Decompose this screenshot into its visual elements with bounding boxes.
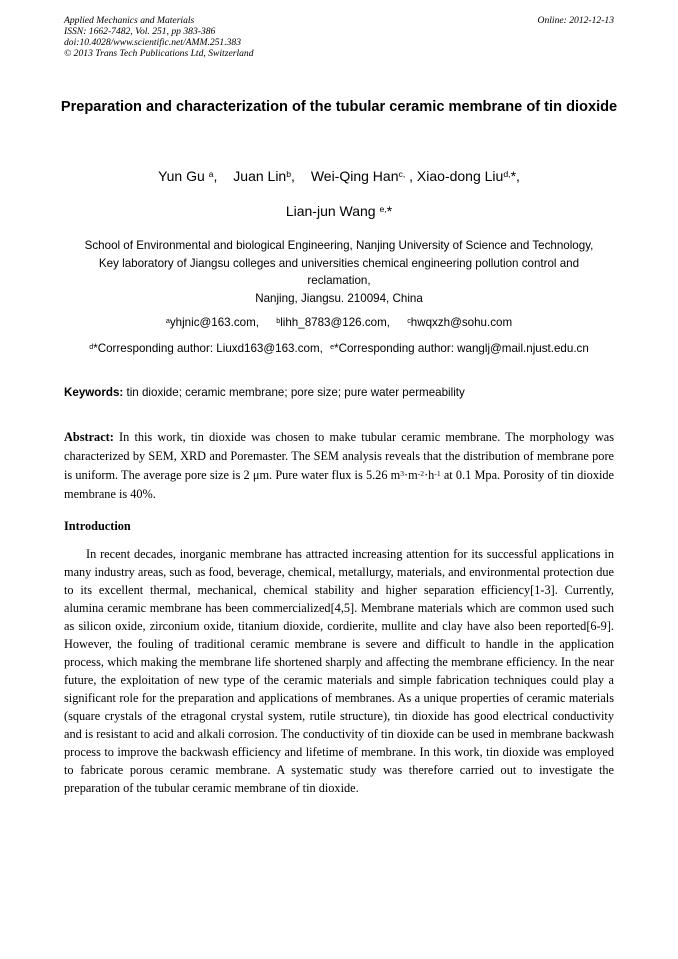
- author-affil-mark: b: [286, 169, 292, 180]
- affiliation-line: Nanjing, Jiangsu. 210094, China: [255, 291, 423, 305]
- unit-exponent: 3: [400, 468, 405, 478]
- email-address: hwqxzh@sohu.com: [410, 316, 513, 329]
- affiliation-line: School of Environmental and biological Engineering, Nanjing University of Science and Technology,: [84, 239, 594, 252]
- introduction-paragraph: In recent decades, inorganic membrane has attracted increasing attention for its successful applications in many industry areas, such as food, beverage, chemical, metallurgy, materials, and environmental protection due to its excellent thermal, mechanical, chemical stability and higher separation efficiency[1-3]. Currently, alumina ceramic membrane has been commercialized[4,5]. Membrane materials which are common used such as silicon oxide, zirconium oxide, titanium dioxide, cordierite, mullite and clay have also been reported[6-9]. However, the fouling of traditional ceramic membrane is severe and difficult to handle in the application process, which making the membrane life shortened sharply and affecting the membrane efficiency. In the near future, the exploitation of new type of the ceramic materials and simple fabrication techniques could play a significant role for the preparation and applications of membranes. As a unique properties of ceramic materials (square crystals of the etragonal crystal system, rutile structure), tin dioxide has good electrical conductivity and is resistant to acid and alkali corrosion. The conductivity of tin dioxide can be used in membrane backwash process to improve the backwash efficiency and lifetime of membrane. In this work, tin dioxide was employed to fabricate porous ceramic membrane. A systematic study was therefore carried out to investigate the preparation of the tubular ceramic membrane of tin dioxide.: [64, 547, 614, 795]
- email-mark: b: [276, 315, 281, 325]
- author-affil-mark: c,: [398, 169, 406, 180]
- author-affil-mark: d,: [503, 169, 511, 180]
- author-separator: *: [386, 203, 393, 219]
- author-separator: ,: [405, 168, 414, 184]
- abstract-text: In this work, tin dioxide was chosen to make tubular ceramic membrane. The morphology was characterized by SEM, XRD and Poremaster. The SEM analysis reveals that the distribution of membrane pore is uniform. The average pore size is 2 μm. Pure water flux is 5.26 m: [64, 430, 614, 482]
- keywords-text: tin dioxide; ceramic membrane; pore size; pure water permeability: [123, 386, 465, 399]
- author-name: Lian-jun Wang: [285, 203, 380, 219]
- author-separator: ,: [213, 168, 218, 184]
- unit-exponent: -2: [417, 468, 425, 478]
- author-affil-mark: a: [208, 169, 214, 180]
- corresponding-mark: d: [89, 341, 94, 351]
- keywords: [64, 386, 614, 399]
- issn-line: ISSN: 1662-7482, Vol. 251, pp 383-386: [64, 26, 216, 37]
- affiliation: [58, 237, 620, 307]
- unit-part: ·m: [404, 468, 418, 482]
- email-mark: c: [407, 315, 411, 325]
- author-separator: ,: [291, 168, 295, 184]
- paper-title: Preparation and characterization of the tubular ceramic membrane of tin dioxide: [60, 99, 618, 115]
- doi-line: doi:10.4028/www.scientific.net/AMM.251.383: [64, 37, 242, 48]
- unit-part: ·h: [424, 468, 435, 482]
- author-name: Wei-Qing Han: [310, 168, 399, 184]
- copyright-line: © 2013 Trans Tech Publications Ltd, Switzerland: [64, 48, 254, 59]
- email-address: yhjnic@163.com,: [169, 316, 259, 329]
- author-name: Juan Lin: [233, 168, 287, 184]
- online-date: Online: 2012-12-13: [537, 15, 614, 26]
- journal-header: [64, 15, 254, 59]
- affiliation-line: reclamation,: [307, 274, 371, 287]
- author-name: Xiao-dong Liu: [416, 168, 504, 184]
- journal-name: Applied Mechanics and Materials: [64, 15, 195, 26]
- abstract-label: Abstract:: [64, 430, 114, 444]
- abstract: [64, 428, 614, 504]
- corresponding-mark: e: [330, 341, 335, 351]
- author-list: [58, 168, 620, 184]
- author-list-line-2: [58, 203, 620, 219]
- abstract-text-end: at 0.1 Mpa. Porosity of tin dioxide membrane is 40%.: [64, 468, 614, 501]
- corresponding-text: *Corresponding author: wanglj@mail.njust.edu.cn: [334, 342, 589, 355]
- corresponding-authors: [40, 342, 638, 355]
- unit-exponent: -1: [434, 468, 441, 478]
- section-heading-introduction: Introduction: [64, 519, 131, 533]
- author-affil-mark: e,: [379, 204, 387, 215]
- author-name: Yun Gu: [158, 168, 209, 184]
- keywords-label: Keywords:: [64, 386, 124, 399]
- corresponding-text: *Corresponding author: Liuxd163@163.com,: [93, 342, 323, 355]
- author-emails: [58, 316, 620, 329]
- affiliation-line: Key laboratory of Jiangsu colleges and universities chemical engineering pollution control and: [98, 256, 580, 270]
- email-mark: a: [165, 315, 170, 325]
- author-separator: *,: [510, 168, 520, 184]
- email-address: lihh_8783@126.com,: [280, 316, 390, 329]
